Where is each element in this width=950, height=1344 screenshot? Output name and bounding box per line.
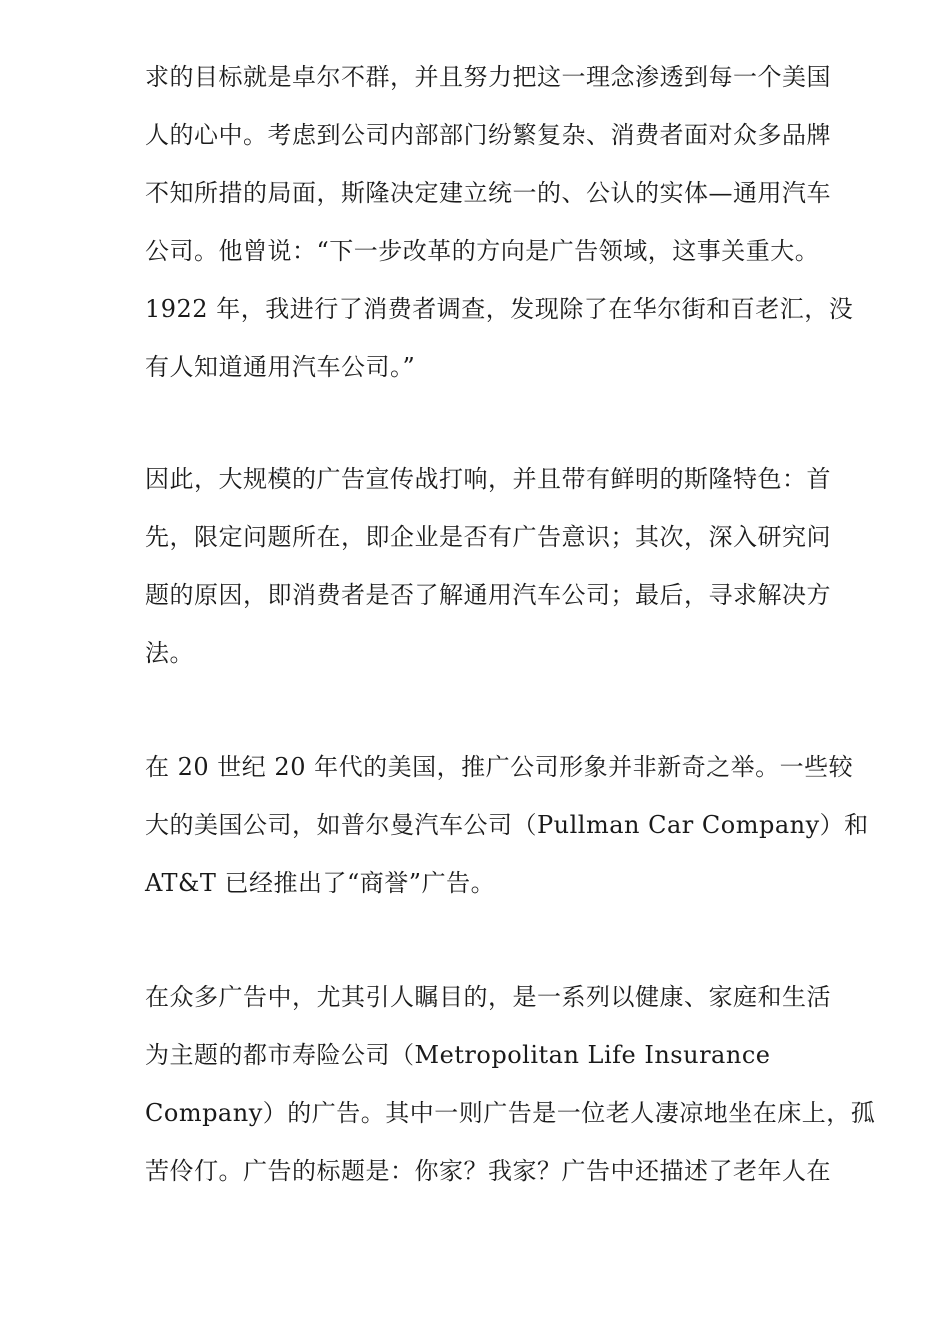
text-line: 为主题的都市寿险公司（Metropolitan Life Insurance (145, 1041, 771, 1069)
text-line: AT&T 已经推出了“商誉”广告。 (145, 869, 496, 897)
text-line: Company）的广告。其中一则广告是一位老人凄凉地坐在床上，孤 (145, 1099, 876, 1127)
text-line: 不知所措的局面，斯隆决定建立统一的、公认的实体—通用汽车 (145, 179, 831, 207)
text-line: 大的美国公司，如普尔曼汽车公司（Pullman Car Company）和 (145, 811, 869, 839)
text-line: 因此，大规模的广告宣传战打响，并且带有鲜明的斯隆特色：首 (145, 465, 831, 493)
paragraph-2 (145, 450, 875, 682)
text-line: 先，限定问题所在，即企业是否有广告意识；其次，深入研究问 (145, 523, 831, 551)
paragraph-1 (145, 48, 875, 396)
paragraph-4 (145, 968, 875, 1200)
text-line: 有人知道通用汽车公司。” (145, 353, 416, 381)
text-line: 题的原因，即消费者是否了解通用汽车公司；最后，寻求解决方 (145, 581, 831, 609)
text-line: 在 20 世纪 20 年代的美国，推广公司形象并非新奇之举。一些较 (145, 753, 854, 781)
text-line: 求的目标就是卓尔不群，并且努力把这一理念渗透到每一个美国 (145, 63, 831, 91)
text-line: 1922 年，我进行了消费者调查，发现除了在华尔街和百老汇，没 (145, 295, 854, 323)
text-line: 法。 (145, 639, 194, 667)
text-line: 苦伶仃。广告的标题是：你家？我家？广告中还描述了老年人在 (145, 1157, 831, 1185)
paragraph-3 (145, 738, 875, 912)
text-line: 公司。他曾说：“下一步改革的方向是广告领域，这事关重大。 (145, 237, 820, 265)
text-line: 在众多广告中，尤其引人瞩目的，是一系列以健康、家庭和生活 (145, 983, 831, 1011)
text-line: 人的心中。考虑到公司内部部门纷繁复杂、消费者面对众多品牌 (145, 121, 831, 149)
